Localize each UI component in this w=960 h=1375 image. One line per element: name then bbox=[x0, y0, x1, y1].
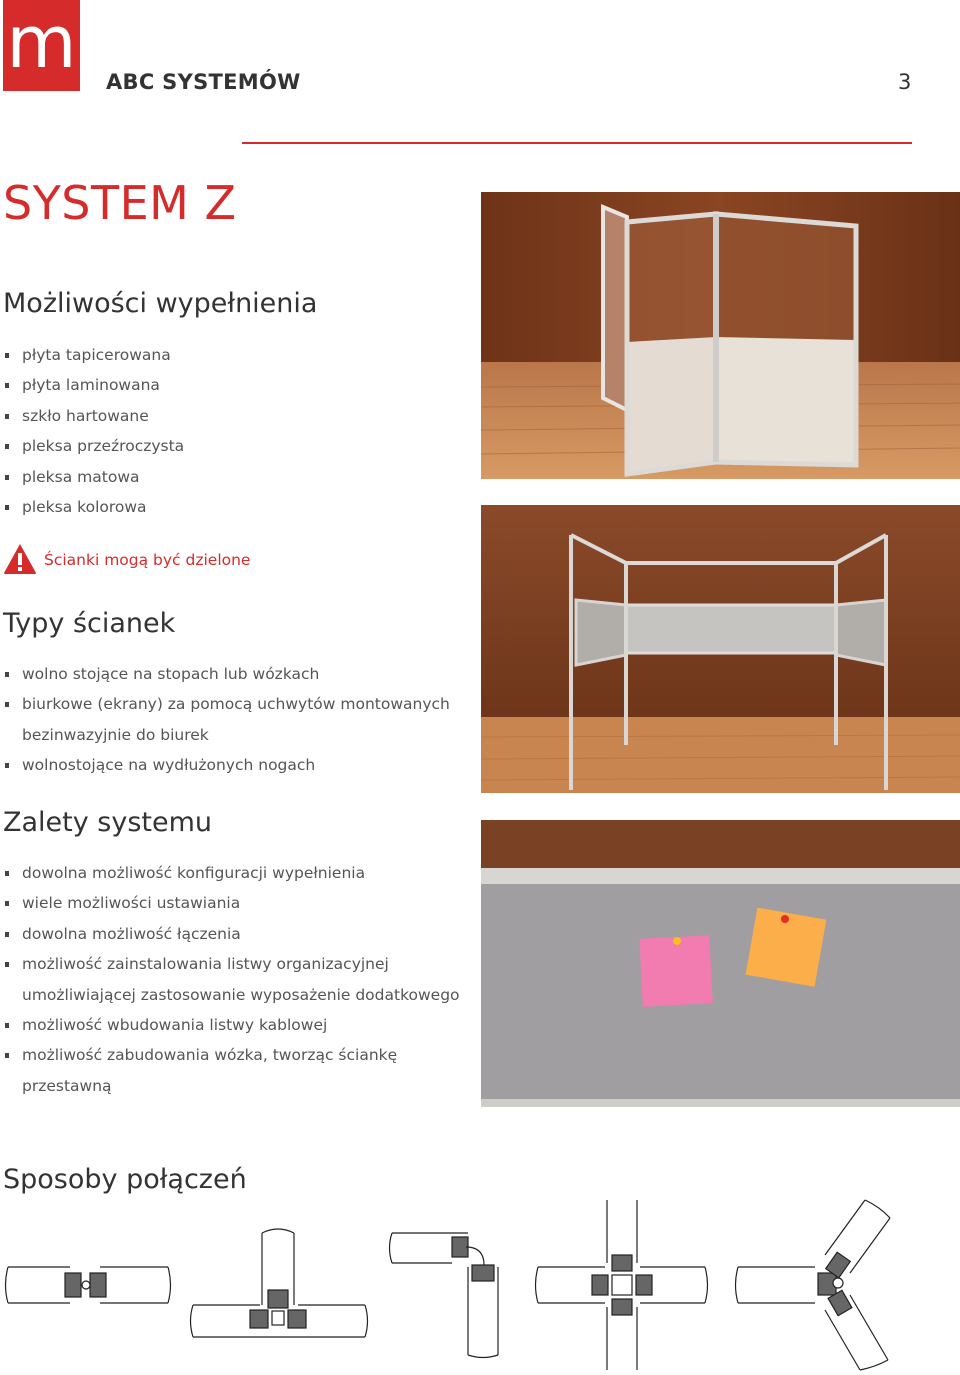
list-item: pleksa kolorowa bbox=[3, 492, 463, 522]
list-item: biurkowe (ekrany) za pomocą uchwytów montowanych bezinwazyjnie do biurek bbox=[3, 689, 463, 750]
connection-t-diagram bbox=[191, 1229, 368, 1337]
photo-upholstered-panel bbox=[481, 820, 960, 1107]
connection-corner-diagram bbox=[390, 1233, 499, 1358]
page-number: 3 bbox=[898, 70, 912, 94]
connection-straight-diagram bbox=[6, 1267, 171, 1303]
warning-icon bbox=[3, 543, 37, 575]
photo-partition-three-panels bbox=[481, 192, 960, 479]
list-item: możliwość zabudowania wózka, tworząc ściankę przestawną bbox=[3, 1040, 463, 1101]
list-item: szkło hartowane bbox=[3, 401, 463, 431]
fill-options-list bbox=[3, 340, 463, 522]
list-item: pleksa matowa bbox=[3, 462, 463, 492]
list-item: dowolna możliwość konfiguracji wypełnienia bbox=[3, 858, 463, 888]
connection-cross-diagram bbox=[536, 1200, 708, 1370]
system-title: SYSTEM Z bbox=[3, 176, 237, 230]
advantages-heading: Zalety systemu bbox=[3, 807, 213, 838]
logo-letter: m bbox=[6, 0, 77, 84]
list-item: możliwość zainstalowania listwy organizacyjnej umożliwiającej zastosowanie wyposażenie dodatkowego bbox=[3, 949, 463, 1010]
advantages-list bbox=[3, 858, 463, 1101]
list-item: wolno stojące na stopach lub wózkach bbox=[3, 659, 463, 689]
list-item: możliwość wbudowania listwy kablowej bbox=[3, 1010, 463, 1040]
list-item: płyta laminowana bbox=[3, 370, 463, 400]
wall-types-list bbox=[3, 659, 463, 781]
list-item: płyta tapicerowana bbox=[3, 340, 463, 370]
brand-title: ABC SYSTEMÓW bbox=[106, 70, 301, 94]
warning-text: Ścianki mogą być dzielone bbox=[44, 551, 251, 569]
wall-types-heading: Typy ścianek bbox=[3, 608, 176, 639]
list-item: wolnostojące na wydłużonych nogach bbox=[3, 750, 463, 780]
connection-diagrams bbox=[0, 1195, 960, 1375]
connection-y-diagram bbox=[736, 1200, 891, 1370]
list-item: pleksa przeźroczysta bbox=[3, 431, 463, 461]
photo-partition-long-legs bbox=[481, 505, 960, 793]
list-item: dowolna możliwość łączenia bbox=[3, 919, 463, 949]
list-item: wiele możliwości ustawiania bbox=[3, 888, 463, 918]
connections-heading: Sposoby połączeń bbox=[3, 1164, 247, 1195]
header-divider bbox=[242, 142, 912, 144]
company-logo bbox=[3, 0, 80, 91]
fill-options-heading: Możliwości wypełnienia bbox=[3, 288, 318, 319]
